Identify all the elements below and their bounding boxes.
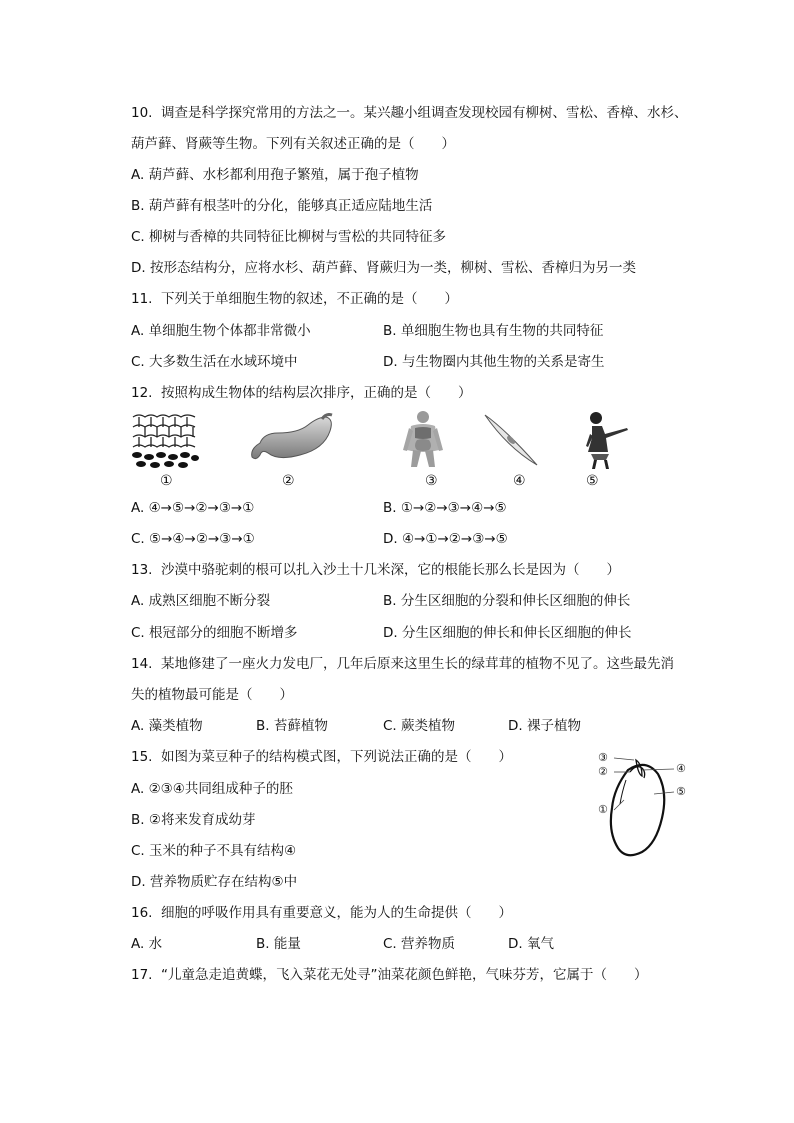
q12-option-c: C. ⑤→④→②→③→①	[131, 531, 255, 547]
q10-option-d: D. 按形态结构分，应将水杉、葫芦藓、肾蕨归为一类，柳树、雪松、香樟归为另一类	[131, 260, 636, 276]
q15-figure-label-2: ②	[598, 765, 608, 778]
human-organs-figure	[399, 410, 447, 468]
q14-option-a: A. 藻类植物	[131, 718, 203, 734]
q17-stem: 17. “儿童急走追黄蝶，飞入菜花无处寻”油菜花颜色鲜艳，气味芬芳，它属于（ ）	[131, 967, 648, 983]
q12-figure-label-3: ③	[425, 473, 438, 489]
q11-option-c: C. 大多数生活在水域环境中	[131, 354, 298, 370]
q16-stem: 16. 细胞的呼吸作用具有重要意义，能为人的生命提供（ ）	[131, 905, 512, 921]
q10-option-a: A. 葫芦藓、水杉都利用孢子繁殖，属于孢子植物	[131, 167, 419, 183]
question-number: 15.	[131, 749, 153, 765]
q15-figure-label-1: ①	[598, 803, 608, 816]
q16-option-c: C. 营养物质	[383, 936, 456, 952]
q13-stem: 13. 沙漠中骆驼刺的根可以扎入沙土十几米深，它的根能长那么长是因为（ ）	[131, 562, 620, 578]
q16-option-d: D. 氧气	[508, 936, 554, 952]
q12-figure-label-5: ⑤	[586, 473, 599, 489]
q15-option-d: D. 营养物质贮存在结构⑤中	[131, 874, 298, 890]
q14-stem-line2: 失的植物最可能是（ ）	[131, 687, 293, 703]
q13-option-b: B. 分生区细胞的分裂和伸长区细胞的伸长	[383, 593, 631, 609]
q11-option-b: B. 单细胞生物也具有生物的共同特征	[383, 323, 604, 339]
question-number: 17.	[131, 967, 153, 983]
q16-option-a: A. 水	[131, 936, 163, 952]
stomach-figure	[250, 413, 336, 463]
q11-option-d: D. 与生物圈内其他生物的关系是寄生	[383, 354, 605, 370]
q13-option-d: D. 分生区细胞的伸长和伸长区细胞的伸长	[383, 625, 632, 641]
q10-stem-line2: 葫芦藓、肾蕨等生物。下列有关叙述正确的是（ ）	[131, 136, 455, 152]
q11-stem: 11. 下列关于单细胞生物的叙述，不正确的是（ ）	[131, 291, 458, 307]
q14-option-c: C. 蕨类植物	[383, 718, 456, 734]
question-number: 16.	[131, 905, 153, 921]
q15-option-a: A. ②③④共同组成种子的胚	[131, 781, 293, 797]
q10-stem-line1: 10. 调查是科学探究常用的方法之一。某兴趣小组调查发现校园有柳树、雪松、香樟、水杉、	[131, 105, 688, 121]
q15-stem: 15. 如图为菜豆种子的结构模式图，下列说法正确的是（ ）	[131, 749, 512, 765]
q15-figure-label-4: ④	[676, 762, 686, 775]
q16-option-b: B. 能量	[256, 936, 301, 952]
question-number: 11.	[131, 291, 153, 307]
q14-option-d: D. 裸子植物	[508, 718, 581, 734]
q14-option-b: B. 苔藓植物	[256, 718, 328, 734]
q10-option-c: C. 柳树与香樟的共同特征比柳树与雪松的共同特征多	[131, 229, 447, 245]
q13-option-a: A. 成熟区细胞不断分裂	[131, 593, 271, 609]
q11-option-a: A. 单细胞生物个体都非常微小	[131, 323, 311, 339]
q12-stem: 12. 按照构成生物体的结构层次排序，正确的是（ ）	[131, 385, 472, 401]
q13-option-c: C. 根冠部分的细胞不断增多	[131, 625, 298, 641]
q12-figure-label-4: ④	[513, 473, 526, 489]
q12-option-a: A. ④→⑤→②→③→①	[131, 500, 255, 516]
question-number: 10.	[131, 105, 153, 121]
q14-stem-line1: 14. 某地修建了一座火力发电厂，几年后原来这里生长的绿茸茸的植物不见了。这些最先消	[131, 656, 674, 672]
q12-figure-label-1: ①	[160, 473, 173, 489]
q12-option-b: B. ①→②→③→④→⑤	[383, 500, 507, 516]
q10-option-b: B. 葫芦藓有根茎叶的分化，能够真正适应陆地生活	[131, 198, 433, 214]
person-figure	[582, 410, 632, 470]
q12-option-d: D. ④→①→②→③→⑤	[383, 531, 508, 547]
q15-figure-label-3: ③	[598, 751, 608, 764]
q15-option-b: B. ②将来发育成幼芽	[131, 812, 256, 828]
q15-figure-label-5: ⑤	[676, 785, 686, 798]
q15-option-c: C. 玉米的种子不具有结构④	[131, 843, 297, 859]
tissue-figure	[131, 413, 199, 469]
muscle-cell-figure	[481, 411, 541, 469]
question-number: 14.	[131, 656, 153, 672]
question-number: 12.	[131, 385, 153, 401]
q12-figure-label-2: ②	[282, 473, 295, 489]
question-number: 13.	[131, 562, 153, 578]
